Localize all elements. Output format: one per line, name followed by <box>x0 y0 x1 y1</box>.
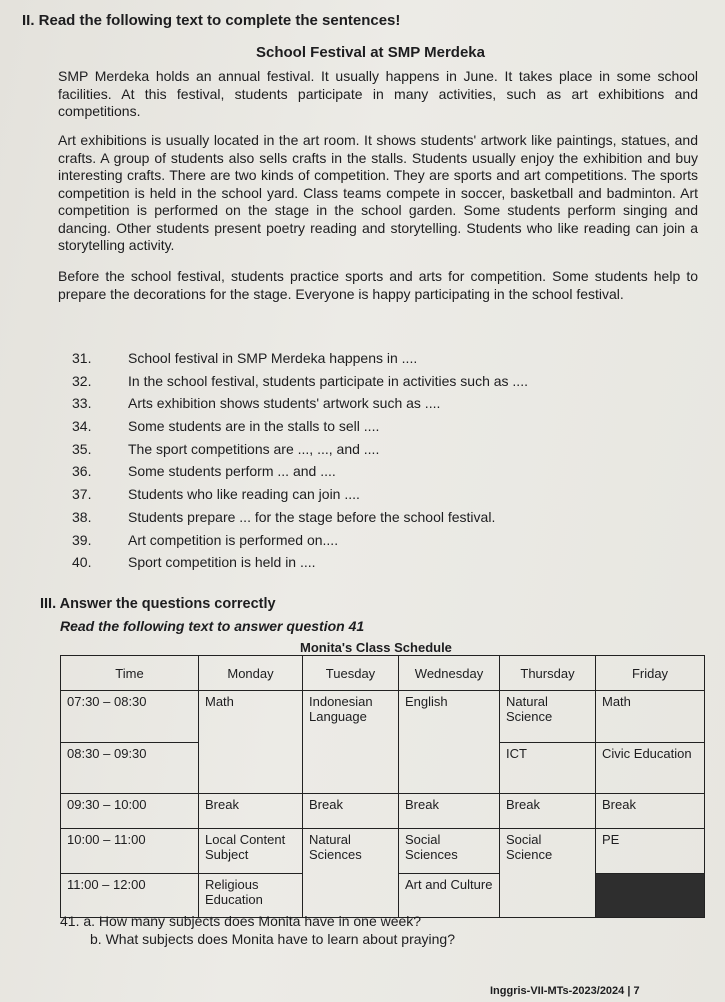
class-schedule-table <box>60 655 705 918</box>
question-item: 40. Sport competition is held in .... <box>72 554 316 571</box>
paragraph-1: SMP Merdeka holds an annual festival. It usually happens in June. It takes place in some school facilities. At this festival, students participate in many activities, such as art exhibitions and competitions. <box>58 68 698 119</box>
table-row: 09:30 – 10:00 Break Break Break Break Break <box>61 793 705 828</box>
section-3-instruction: Read the following text to answer question 41 <box>60 618 365 634</box>
section-3-heading: III. Answer the questions correctly <box>40 596 276 612</box>
question-list <box>72 350 672 577</box>
table-row: 11:00 – 12:00 Religious Education Art and Culture <box>61 873 705 918</box>
blank-dark-cell <box>596 873 705 918</box>
table-row: 10:00 – 11:00 Local Content Subject Natural Sciences Social Sciences Social Science PE <box>61 829 705 873</box>
question-41a: 41. a. How many subjects does Monita have in one week? <box>60 913 422 929</box>
question-item: 36. Some students perform ... and .... <box>72 463 336 480</box>
table-row: 08:30 – 09:30 ICT Civic Education <box>61 742 705 793</box>
question-41 <box>60 912 455 948</box>
question-item: 33. Arts exhibition shows students' artwork such as .... <box>72 395 441 412</box>
paragraph-3: Before the school festival, students practice sports and arts for competition. Some students help to prepare the decorations for the stage. Everyone is happy participating in the school festival. <box>58 268 698 302</box>
question-41b: b. What subjects does Monita have to learn about praying? <box>90 931 455 947</box>
table-row: 07:30 – 08:30 Math Indonesian Language English Natural Science Math <box>61 691 705 742</box>
question-item: 32. In the school festival, students participate in activities such as .... <box>72 372 528 389</box>
section-heading: II. Read the following text to complete the sentences! <box>22 12 401 29</box>
reading-title: School Festival at SMP Merdeka <box>256 44 485 61</box>
question-item: 39. Art competition is performed on.... <box>72 531 339 548</box>
schedule-caption: Monita's Class Schedule <box>300 640 452 655</box>
table-header-row: Time Monday Tuesday Wednesday Thursday Friday <box>61 656 705 691</box>
paragraph-2: Art exhibitions is usually located in the art room. It shows students' artwork like paintings, statues, and crafts. A group of students also sells crafts in the stalls. Students usually enjoy the exhibition and buy interesting crafts. There are two kinds of competition. They are sports and art competitions. The sports competition is held in the school yard. Class teams compete in soccer, basketball and badminton. Art competition is performed on the stage in the school garden. Some students perform singing and dancing. Other students present poetry reading and storytelling. Students who like reading can join a storytelling activity. <box>58 132 698 253</box>
question-item: 34. Some students are in the stalls to sell .... <box>72 418 380 435</box>
question-item: 38. Students prepare ... for the stage before the school festival. <box>72 508 496 525</box>
page-footer: Inggris-VII-MTs-2023/2024 | 7 <box>490 985 640 997</box>
question-item: 35. The sport competitions are ..., ..., and .... <box>72 440 380 457</box>
question-item: 37. Students who like reading can join .... <box>72 486 360 503</box>
question-item: 31. School festival in SMP Merdeka happens in .... <box>72 350 418 366</box>
